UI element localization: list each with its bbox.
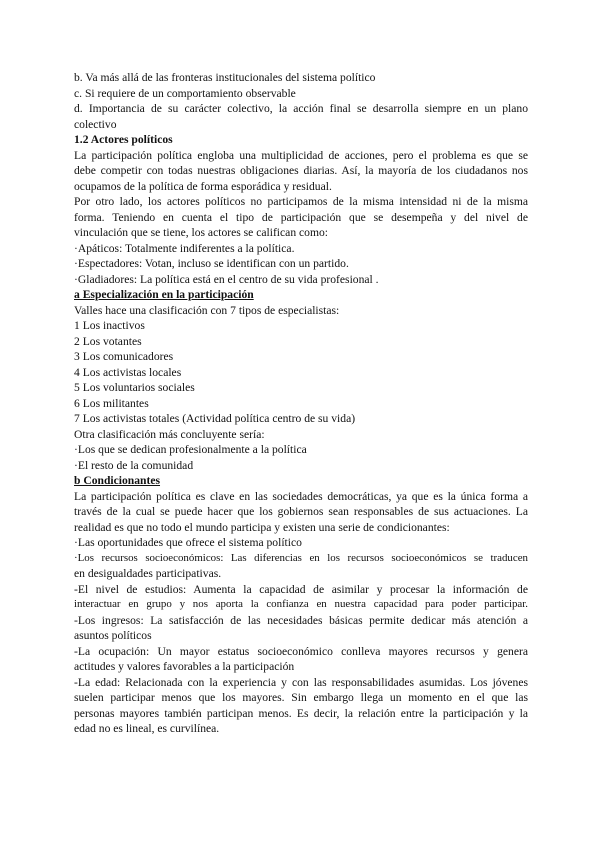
text-line: -El nivel de estudios: Aumenta la capacidad de asimilar y procesar la información de [74,582,528,596]
text-line: ·Gladiadores: La política está en el centro de su vida profesional . [74,272,379,286]
text-line: ·Los recursos socioeconómicos: Las diferencias en los recursos socioeconómicos se traducen [74,551,528,564]
text-line: ·Las oportunidades que ofrece el sistema político [74,536,302,549]
list-item: 1 Los inactivos [74,319,145,332]
text-line: Otra clasificación más concluyente sería: [74,427,265,441]
list-item: 6 Los militantes [74,396,149,410]
text-line: actitudes y valores favorables a la participación [74,660,295,673]
text-line: personas mayores también participan menos. Es decir, la relación entre la participación y la [74,706,528,720]
text-line: en desigualdades participativas. [74,567,222,580]
list-item: 2 Los votantes [74,334,142,348]
text-line: -La ocupación: Un mayor estatus socioeconómico conlleva mayores recursos y genera [74,644,528,658]
text-line: d. Importancia de su carácter colectivo, la acción final se desarrolla siempre en un plano [74,102,528,115]
subsection-heading: a Especialización en la participación [74,288,254,301]
text-line: c. Si requiere de un comportamiento observable [74,86,296,100]
text-line: Por otro lado, los actores políticos no participamos de la misma intensidad ni de la misma [74,195,528,208]
text-line: ·Los que se dedican profesionalmente a la política [74,443,307,456]
list-item: 4 Los activistas locales [74,365,182,379]
text-line: ·Espectadores: Votan, incluso se identifican con un partido. [74,257,349,270]
section-heading: 1.2 Actores políticos [74,133,173,146]
list-item: 5 Los voluntarios sociales [74,381,195,394]
text-line: ·El resto de la comunidad [74,458,194,472]
list-item: 7 Los activistas totales (Actividad política centro de su vida) [74,412,356,425]
text-line: La participación política es clave en las sociedades democráticas, ya que es la única forma a [74,489,528,503]
document-page [74,70,528,737]
text-line: edad no es lineal, es curvilínea. [74,722,220,735]
text-line: asuntos políticos [74,629,152,642]
list-item: 3 Los comunicadores [74,350,174,363]
text-line: realidad es que no todo el mundo participa y existen una serie de condicionantes: [74,520,450,534]
text-line: b. Va más allá de las fronteras institucionales del sistema político [74,71,376,84]
text-line: suelen participar menos que los mayores. Sin embargo llega un momento en el que las [74,691,528,704]
text-line: ·Apáticos: Totalmente indiferentes a la política. [74,241,295,255]
text-line: -La edad: Relacionada con la experiencia y con las responsabilidades asumidas. Los jóvenes [74,675,528,689]
text-line: través de la cual se puede hacer que los gobiernos sean responsables de sus actuaciones. La [74,505,528,518]
text-line: interactuar en grupo y nos aporta la confianza en nuestra capacidad para poder participar. [74,598,528,610]
text-line: debe competir con todas nuestras obligaciones diarias. Así, la mayoría de los ciudadanos nos [74,164,528,177]
text-line: forma. Teniendo en cuenta el tipo de participación que se desempeña y del nivel de [74,210,528,224]
text-line: colectivo [74,117,117,131]
text-line: -Los ingresos: La satisfacción de las necesidades básicas permite dedicar más atención a [74,613,528,627]
text-line: Valles hace una clasificación con 7 tipos de especialistas: [74,303,340,317]
text-line: La participación política engloba una multiplicidad de acciones, pero el problema es que se [74,148,528,162]
text-line: vinculación que se tiene, los actores se califican como: [74,226,328,239]
text-line: ocupamos de la política de forma esporádica y residual. [74,179,332,193]
subsection-heading: b Condicionantes [74,474,161,487]
